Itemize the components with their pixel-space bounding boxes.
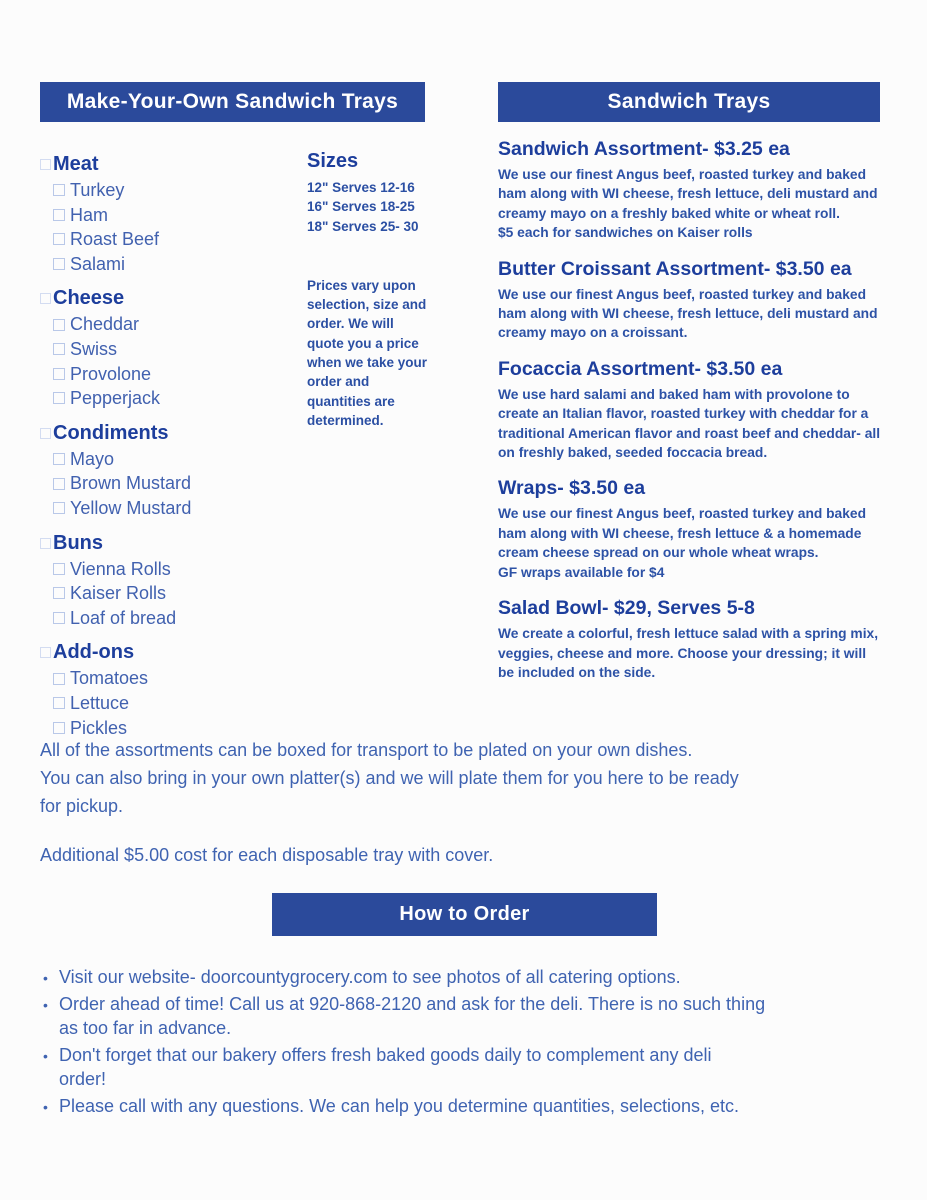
- checkbox-icon: [40, 428, 51, 439]
- list-item: [40, 471, 305, 496]
- group-label: Buns: [53, 531, 103, 554]
- group-label: Condiments: [53, 421, 169, 444]
- item-label: Lettuce: [70, 692, 130, 713]
- item-label: Turkey: [70, 180, 125, 200]
- transport-note-line: You can also bring in your own platter(s) and we will plate them for you here to be ready: [40, 768, 739, 788]
- group-add-ons: [40, 639, 305, 740]
- disposable-tray-note: Additional $5.00 cost for each disposable tray with cover.: [40, 845, 494, 865]
- menu-item-title: Wraps- $3.50 ea: [498, 477, 646, 500]
- group-buns: [40, 530, 305, 631]
- menu-item-description: We create a colorful, fresh lettuce salad with a spring mix, veggies, cheese and more. Choose your dressing; it will be included on the side.: [498, 626, 879, 680]
- group-buns-header: [40, 530, 305, 557]
- checkbox-icon: [40, 293, 51, 304]
- group-label: Meat: [53, 153, 99, 175]
- menu-item-description: We use our finest Angus beef, roasted turkey and baked ham along with WI cheese, fresh lettuce & a homemade cream cheese spread on our whole wheat wraps.: [498, 506, 867, 561]
- menu-item-title: Salad Bowl- $29, Serves 5-8: [498, 597, 755, 620]
- checkbox-icon: [53, 233, 65, 245]
- checkbox-icon: [53, 453, 65, 465]
- make-your-own-checklist: [40, 142, 305, 743]
- menu-item-title: Sandwich Assortment- $3.25 ea: [498, 138, 790, 160]
- transport-note: [40, 736, 900, 820]
- group-label: Cheese: [53, 287, 125, 310]
- item-label: Pepperjack: [70, 388, 161, 409]
- item-label: Roast Beef: [70, 229, 160, 250]
- bullet-item: [40, 993, 905, 1040]
- checkbox-icon: [40, 159, 51, 170]
- order-instructions-list: [40, 966, 905, 1122]
- banner-how-to-order: [272, 893, 657, 936]
- bullet-line: • Don't forget that our bakery offers fresh baked goods daily to complement any deli: [59, 1045, 712, 1066]
- item-label: Pickles: [70, 717, 128, 738]
- banner-how-to-order-label: How to Order: [399, 903, 530, 925]
- list-item: [40, 606, 305, 631]
- size-line: 16" Serves 18-25: [307, 199, 415, 215]
- transport-note-line: for pickup.: [40, 796, 124, 816]
- checkbox-icon: [53, 209, 65, 221]
- list-item: [40, 581, 305, 606]
- sizes-panel: [307, 150, 447, 430]
- menu-item-salad-bowl: [498, 597, 882, 682]
- menu-item-description: We use hard salami and baked ham with provolone to create an Italian flavor, roasted turkey with cheddar for a traditional American flavor and roast beef and cheddar- all on freshly baked, seeded foccacia bread.: [498, 386, 881, 461]
- checkbox-icon: [53, 502, 65, 514]
- list-item: [40, 178, 305, 203]
- group-cheese: [40, 285, 305, 410]
- list-item: [40, 203, 305, 228]
- list-item: [40, 252, 305, 277]
- checkbox-icon: [40, 538, 51, 549]
- checkbox-icon: [53, 612, 65, 624]
- group-condiments: [40, 420, 305, 521]
- bullet-line: as too far in advance.: [59, 1017, 232, 1038]
- sandwich-trays-menu: [498, 138, 882, 697]
- bullet-item: [40, 1044, 905, 1091]
- group-meat-header: [40, 151, 305, 178]
- list-item: [40, 691, 305, 716]
- item-label: Loaf of bread: [70, 607, 177, 628]
- list-item: [40, 227, 305, 252]
- item-label: Brown Mustard: [70, 473, 192, 494]
- menu-item-title: Focaccia Assortment- $3.50 ea: [498, 357, 783, 380]
- bullet-line: • Order ahead of time! Call us at 920-868-2120 and ask for the deli. There is no such thing: [59, 994, 766, 1015]
- checkbox-icon: [53, 697, 65, 709]
- checkbox-icon: [53, 343, 65, 355]
- list-item: [40, 386, 305, 411]
- checkbox-icon: [40, 647, 51, 658]
- menu-item-butter-croissant: [498, 258, 882, 343]
- checkbox-icon: [53, 478, 65, 490]
- bullet-line: • Visit our website- doorcountygrocery.com to see photos of all catering options.: [59, 967, 681, 987]
- banner-make-your-own-label: Make-Your-Own Sandwich Trays: [66, 90, 399, 113]
- checkbox-icon: [53, 392, 65, 404]
- bullet-item: [40, 1095, 905, 1118]
- checkbox-icon: [53, 722, 65, 734]
- list-item: [40, 666, 305, 691]
- item-label: Tomatoes: [70, 668, 149, 689]
- sizes-title: Sizes: [307, 150, 359, 172]
- item-label: Swiss: [70, 338, 118, 359]
- list-item: [40, 337, 305, 362]
- checkbox-icon: [53, 673, 65, 685]
- item-label: Yellow Mustard: [70, 497, 192, 518]
- checkbox-icon: [53, 319, 65, 331]
- list-item: [40, 362, 305, 387]
- banner-sandwich-trays: [498, 82, 880, 122]
- checkbox-icon: [53, 368, 65, 380]
- checkbox-icon: [53, 563, 65, 575]
- group-add-ons-header: [40, 639, 305, 666]
- item-label: Salami: [70, 253, 126, 274]
- bullet-line: order!: [59, 1068, 107, 1089]
- list-item: [40, 447, 305, 472]
- item-label: Provolone: [70, 363, 152, 384]
- item-label: Mayo: [70, 448, 115, 469]
- group-meat: [40, 151, 305, 276]
- menu-item-title: Butter Croissant Assortment- $3.50 ea: [498, 257, 852, 280]
- item-label: Cheddar: [70, 314, 140, 335]
- list-item: [40, 312, 305, 337]
- menu-item-sandwich-assortment: [498, 138, 882, 243]
- menu-item-description: We use our finest Angus beef, roasted turkey and baked ham along with WI cheese, fresh lettuce, deli mustard and creamy mayo on a freshly baked white or wheat roll.: [498, 167, 878, 221]
- list-item: [40, 557, 305, 582]
- size-line: 18" Serves 25- 30: [307, 218, 419, 234]
- bullet-line: • Please call with any questions. We can help you determine quantities, selections, etc.: [59, 1096, 740, 1117]
- size-line: 12" Serves 12-16: [307, 180, 415, 195]
- checkbox-icon: [53, 587, 65, 599]
- banner-sandwich-trays-label: Sandwich Trays: [607, 90, 771, 113]
- pricing-note: Prices vary upon selection, size and order. We will quote you a price when we take your order and quantities are determined.: [307, 277, 428, 428]
- menu-item-note: GF wraps available for $4: [498, 564, 665, 580]
- menu-item-note: $5 each for sandwiches on Kaiser rolls: [498, 225, 753, 241]
- group-cheese-header: [40, 285, 305, 312]
- group-condiments-header: [40, 420, 305, 447]
- checkbox-icon: [53, 258, 65, 270]
- menu-item-focaccia: [498, 358, 882, 463]
- item-label: Ham: [70, 204, 109, 225]
- transport-note-line: All of the assortments can be boxed for transport to be plated on your own dishes.: [40, 740, 693, 760]
- item-label: Vienna Rolls: [70, 558, 171, 579]
- group-label: Add-ons: [53, 641, 135, 664]
- menu-item-description: We use our finest Angus beef, roasted turkey and baked ham along with WI cheese, fresh lettuce, deli mustard and creamy mayo on a croissant.: [498, 286, 878, 341]
- item-label: Kaiser Rolls: [70, 583, 167, 604]
- menu-item-wraps: [498, 477, 882, 582]
- bullet-item: [40, 966, 905, 989]
- checkbox-icon: [53, 184, 65, 196]
- banner-make-your-own-trays: [40, 82, 425, 122]
- list-item: [40, 496, 305, 521]
